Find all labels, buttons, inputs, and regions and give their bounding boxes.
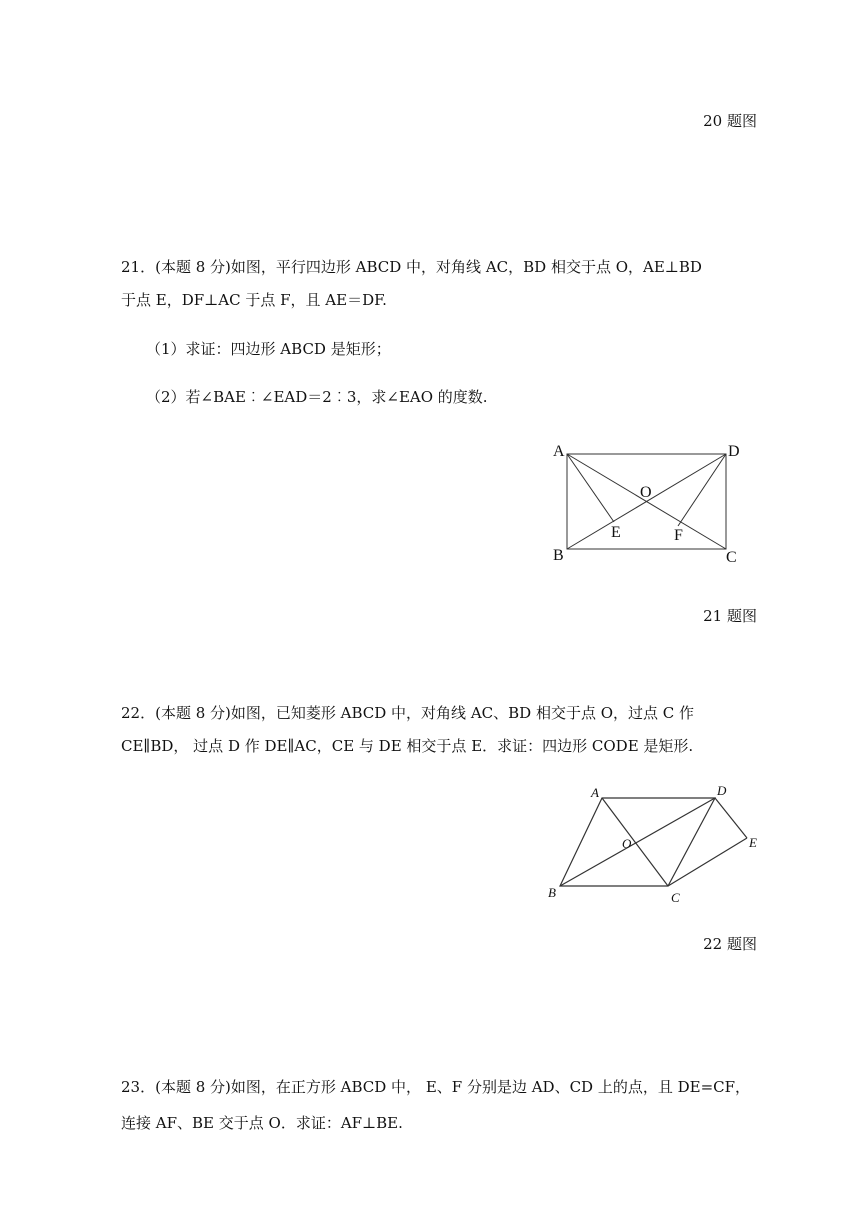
segment-de — [715, 798, 747, 838]
q21-line-1: 21．(本题 8 分)如图，平行四边形 ABCD 中，对角线 AC，BD 相交于点 O，AE⊥BD — [121, 258, 702, 276]
label-o: O — [622, 836, 632, 851]
q23-line-1: 23．(本题 8 分)如图，在正方形 ABCD 中， E、F 分别是边 AD、CD 上的点，且 DE=CF， — [121, 1078, 751, 1096]
segment-df — [678, 454, 726, 526]
label-f: F — [674, 527, 683, 544]
figure-21-caption: 21 题图 — [703, 607, 757, 625]
q22-line-2: CE∥BD， 过点 D 作 DE∥AC，CE 与 DE 相交于点 E．求证：四边形 CODE 是矩形. — [121, 737, 694, 755]
segment-ae — [567, 454, 614, 522]
figure-21-diagram — [540, 436, 750, 568]
label-o: O — [640, 484, 652, 501]
q21-part-2: （2）若∠BAE︰∠EAD＝2︰3，求∠EAO 的度数. — [146, 388, 488, 406]
figure-22-diagram — [540, 780, 765, 910]
q21-line-2: 于点 E，DF⊥AC 于点 F，且 AE＝DF. — [121, 291, 387, 309]
label-d: D — [728, 443, 740, 460]
label-c: C — [671, 890, 680, 905]
label-b: B — [548, 885, 556, 900]
q22-line-1: 22．(本题 8 分)如图，已知菱形 ABCD 中，对角线 AC、BD 相交于点 O，过点 C 作 — [121, 704, 695, 722]
figure-22-caption: 22 题图 — [703, 935, 757, 953]
label-e: E — [749, 835, 757, 850]
label-d: D — [717, 783, 727, 798]
label-e: E — [611, 524, 621, 541]
label-c: C — [726, 549, 737, 566]
q21-part-1: （1）求证：四边形 ABCD 是矩形； — [146, 340, 391, 358]
label-a: A — [591, 785, 599, 800]
segment-ce — [668, 838, 747, 886]
diagonal-ac — [602, 798, 668, 886]
label-b: B — [553, 547, 564, 564]
figure-20-caption: 20 题图 — [703, 112, 757, 130]
label-a: A — [553, 443, 565, 460]
q23-line-2: 连接 AF、BE 交于点 O．求证：AF⊥BE. — [121, 1114, 403, 1132]
